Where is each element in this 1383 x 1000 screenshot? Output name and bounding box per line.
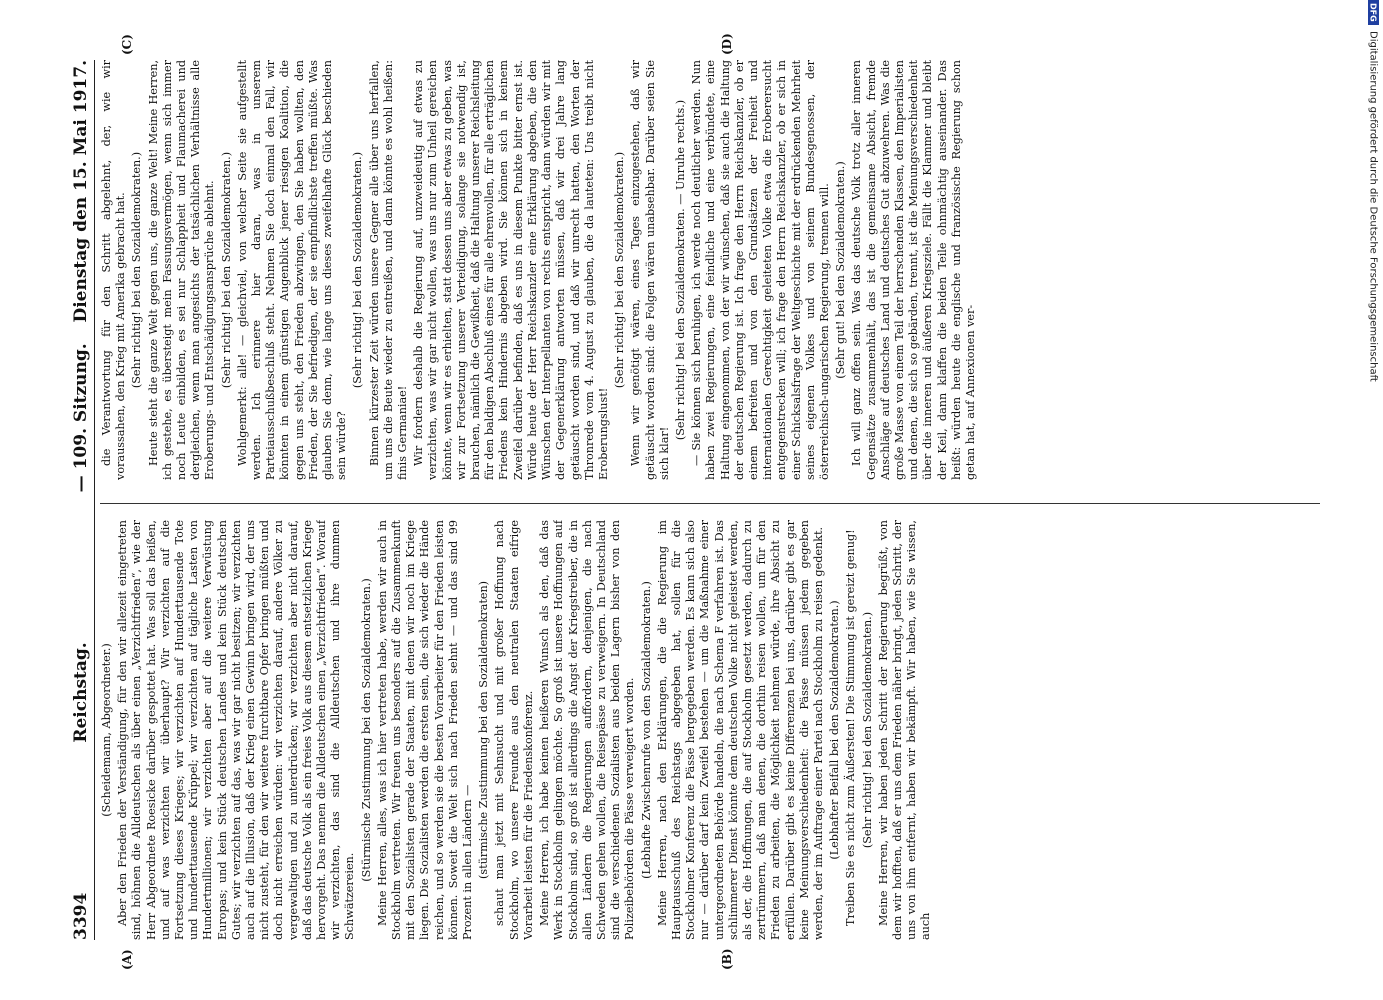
paragraph: Meine Herren, alles, was ich hier vertreten habe, werden wir auch in Stockholm vertreten. Wir freuen uns besonders auf die Zusammenkunft mit den Sozialisten gerade der Staaten, mit denen wir noch im Kriege liegen. Die Sozialisten werden die ersten sein, die sich wieder die Hände reichen, und so werden sie die besten Vorarbeiter für den Frieden leisten können. Soweit die Welt sich nach Frieden sehnt — und das sind 99 Prozent in allen Ländern —: [375, 520, 475, 940]
paragraph: (Sehr gut! bei den Sozialdemokraten.): [834, 161, 848, 379]
paragraph: (Sehr richtig! bei den Sozialdemokraten. — Unruhe rechts.): [673, 99, 687, 441]
paragraph: Aber den Frieden der Verständigung, für den wir allezeit eingetreten sind, höhnen die Alldeutschen als über einen „Verzichtfrieden“, wie der Herr Abgeordnete Roesicke darüber gespottet hat. Was soll das heißen, und auf was verzichten wir überhaupt? Wir verzichten auf die Fortsetzung dieses Krieges; wir verzichten auf Hunderttausende Tote und hunderttausende Krüppel; wir verzichten auf tägliche Lasten von Hundertmillionen; wir verzichten aber auf die weitere Verwüstung Europas; und kein Stück deutschen Landes und kein Stück deutschen Gutes; wir verzichten auf das, was wir gar nicht besitzen; wir verzichten auch auf die Illusion, daß der Krieg einen Gewinn bringen wird, der uns nicht zusteht, für den wir weitere furchtbare Opfer bringen müßten und doch nicht erreichen würden: wir verzichten darauf, andere Völker zu vergewaltigen und zu unterdrücken; wir verzichten aber nicht darauf, daß das deutsche Volk als ein freies Volk aus diesem entsetzlichen Kriege hervorgeht. Das nennen die Alldeutschen einen „Verzichtfrieden“. Worauf wir verzichten, das sind die Alldeutschen und ihre dummen Schwätzereien.: [116, 520, 357, 940]
paragraph: (Scheidemann, Abgeordneter.): [100, 643, 113, 817]
paragraph: Wohlgemerkt: alle! — gleichviel, von welcher Seite sie aufgestellt werden. Ich erinnere hier daran, was in unserem Parteiausschußbeschluß steht. Nehmen Sie doch einmal den Fall, wir könnten in einem günstigen Augenblick jener riesigen Koalition, die gegen uns steht, den Frieden abzwingen, den Sie haben wollten, den Frieden, der Sie befriedigen, der sie empfindlichste treffen müßte. Was glauben Sie denn, wie lange uns dieses zweifelhafte Glück beschieden sein würde?: [235, 60, 349, 480]
paragraph: Ich will ganz offen sein. Was das deutsche Volk trotz aller inneren Gegensätze zusammenhält, das ist die gemeinsame Absicht, fremde Anschläge auf deutsches Land und deutsches Gut abzuwehren. Was die große Masse von einem Teil der herrschenden Klassen, den Imperialisten und denen, die sich so gebärden, trennt, ist die Meinungsverschiedenheit über die inneren und äußeren Kriegsziele. Fällt die Klammer und bleibt der Keil, dann klaffen die beiden Teile ohnmächtig auseinander. Das heißt: würden heute die englische und französische Regierung schon getan hat, auf Annexionen ver-: [850, 60, 977, 480]
paragraph: Heute steht die ganze Welt gegen uns, die ganze Welt! Meine Herren, ich gestehe, es übersteigt mein Fassungsvermögen, wenn sich immer noch Leute einbilden, es sei nur Schlappheit und Flaumacherei und dergleichen, wenn man angesichts der tatsächlichen Verhältnisse alle Eroberungs- und Entschädigungsansprüche ablehnt.: [146, 60, 217, 480]
paragraph: (Sehr richtig! bei den Sozialdemokraten.): [860, 611, 874, 849]
page-number: 3394: [71, 892, 91, 940]
paragraph: Treiben Sie es nicht zum Äußersten! Die Stimmung ist gereizt genug!: [844, 529, 858, 926]
dfg-logo: DFG: [1368, 0, 1379, 25]
paragraph: (Lebhafte Zwischenrufe von den Sozialdemokraten.): [639, 581, 653, 879]
session-label: — 109. Sitzung.: [71, 343, 91, 493]
session-date: Dienstag den 15. Mai 1917.: [71, 60, 91, 323]
right-text-column: [100, 60, 1320, 480]
paragraph: (Stürmische Zustimmung bei den Sozialdemokraten.): [359, 578, 373, 882]
paragraph: (Sehr richtig! bei den Sozialdemokraten.): [130, 151, 144, 389]
paragraph: (Sehr richtig! bei den Sozialdemokraten.): [613, 151, 627, 389]
paragraph: Wenn wir genötigt wären, eines Tages einzugestehen, daß wir getäuscht worden sind: die Folgen wären unabsehbar. Darüber seien Sie sich klar!: [629, 60, 671, 480]
paragraph: Meine Herren, ich habe keinen heißeren Wunsch als den, daß das Werk in Stockholm gelingen möchte. So groß ist unsere Hoffnungen auf Stockholm sind, so groß ist allerdings die Angst der Kriegstreiber, die in allen Ländern die Regierungen auffordern, denjenigen, die nach Schweden gehen wollen, die Reisepässe zu verweigern. In Deutschland sind die verschiedenen Sozialisten aus beiden Lagern bisher von den Polizeibehörden die Pässe verweigert worden.: [538, 520, 637, 940]
page-header: [68, 60, 95, 940]
margin-marker-a: (A): [120, 949, 134, 970]
paragraph: — Sie können sich beruhigen, ich werde noch deutlicher werden. Nun haben zwei Regierungen, eine feindliche und eine verbündete, eine Haltung eingenommen, von der wir wünschen, daß sie auch die Haltung der deutschen Regierung ist. Ich frage den Herrn Reichskanzler, ob er einem befreiten und von den Grundsätzen der Freiheit und internationalen Gerechtigkeit geleiteten Volke etwa die Eroberersucht entgegenstrecken will; ich frage den Herrn Reichskanzler, ob er sich in einer Schicksalsfrage der Weltgeschichte mit der erdrückenden Mehrheit seines eigenen Volkes und von seinem Bundesgenossen, der österreichisch-ungarischen Regierung, trennen will.: [690, 60, 831, 480]
paragraph: schaut man jetzt mit Sehnsucht und mit großer Hoffnung nach Stockholm, wo unsere Freunde aus den neutralen Staaten eifrige Vorarbeit leisten für die Friedenskonferenz.: [493, 520, 535, 940]
paragraph: Meine Herren, wir haben jeden Schritt der Regierung begrüßt, von dem wir hofften, daß er uns dem Frieden näher bringt, jeden Schritt, der uns von ihm entfernt, haben wir bekämpft. Wir haben, wie Sie wissen, auch: [876, 520, 933, 940]
paragraph: (Sehr richtig! bei den Sozialdemokraten.): [351, 151, 365, 389]
paragraph: (stürmische Zustimmung bei den Sozialdemokraten): [477, 580, 491, 880]
paragraph: (Sehr richtig! bei den Sozialdemokraten.): [219, 151, 233, 389]
credit-text: Digitalisierung gefördert durch die Deutsche Forschungsgemeinschaft: [1367, 30, 1379, 382]
margin-marker-d: (D): [720, 33, 734, 55]
margin-marker-b: (B): [720, 948, 734, 970]
column-divider: [100, 503, 1320, 504]
digitization-credit: [1365, 0, 1381, 1000]
paragraph: Wir fordern deshalb die Regierung auf, unzweideutig auf etwas zu verzichten, was wir gar nicht wollen, was uns nur zum Unheil gereichen könnte, wenn wir es erhielten, statt dessen uns aber etwas zu geben, was wir zur Fortsetzung unserer Verteidigung, solange sie notwendig ist, brauchen, nämlich die Gewißheit, daß die Haltung unserer Reichsleitung für den baldigen Abschluß eines für alle ehrenvollen, für alle erträglichen Friedens kein Hindernis abgeben wird. Sie können sich in keinem Zweifel darüber befinden, daß es uns in diesem Punkte bitter ernst ist. Würde heute der Herr Reichskanzler eine Erklärung abgeben, die den Wünschen der Interpellanten von rechts entspricht, dann würden wir mit der Gegenerklärung antworten müssen, daß wir drei Jahre lang getäuscht worden sind, und daß wir unrecht hatten, den Worten der Thronrede vom 4. August zu glauben, die da lauteten: Uns treibt nicht Eroberungslust!: [412, 60, 610, 480]
paragraph: (Lebhafter Beifall bei den Sozialdemokraten.): [828, 600, 842, 860]
margin-marker-c: (C): [120, 34, 134, 55]
paragraph: Meine Herren, nach den Erklärungen, die die Regierung im Hauptausschuß des Reichstags abgegeben hat, sollen für die Stockholmer Konferenz die Pässe hergegeben werden. Es kann sich also nur — darüber darf kein Zweifel bestehen — um die Maßnahme einer untergeordneten Behörde handeln, die nach Schema F verfahren ist. Das schlimmerer Dienst könnte dem deutschen Volke nicht geleistet werden, als der, die Hoffnungen, die auf Stockholm gesetzt werden, dadurch zu zertrümmern, daß man denen, die dorthin reisen wollen, um für den Frieden zu arbeiten, die Möglichkeit nehmen würde, ihre Absicht zu erfüllen. Darüber gibt es keine Differenzen bei uns, darüber gibt es gar keine Meinungsverschiedenheit: die Pässe müssen jedem gegeben werden, der im Auftrage einer Partei nach Stockholm zu reisen gedenkt.: [655, 520, 825, 940]
left-text-column: [100, 520, 1320, 940]
paragraph: Binnen kürzester Zeit würden unsere Gegner alle über uns herfallen, um uns die Beute wieder zu entreißen, und dann könnte es wohl heißen: finis Germaniae!: [367, 60, 410, 480]
body-name: Reichstag.: [71, 642, 91, 743]
paragraph: die Verantwortung für den Schritt abgelehnt, der, wie wir voraussahen, den Krieg mit Amerika gebracht hat.: [100, 60, 128, 480]
